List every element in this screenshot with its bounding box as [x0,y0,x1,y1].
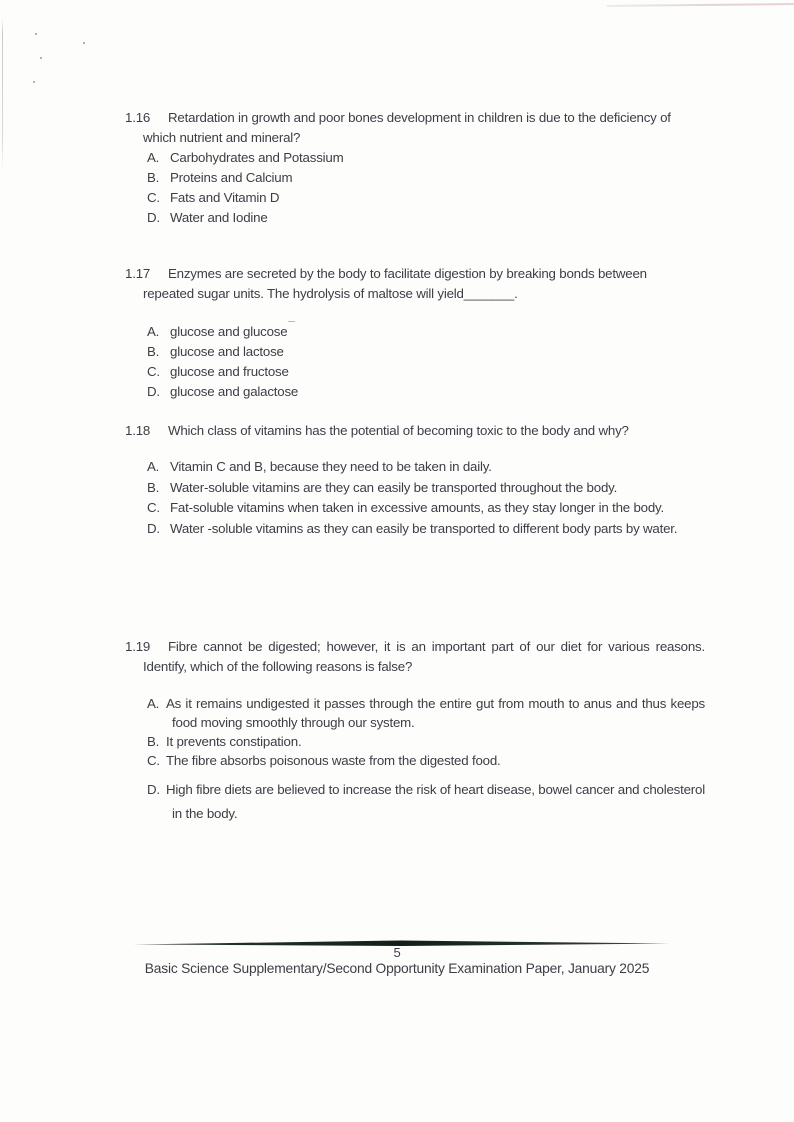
option-text: The fibre absorbs poisonous waste from the digested food. [166,753,501,768]
option-letter: D. [147,782,160,797]
scan-speck [35,33,37,35]
option-b [125,732,705,751]
option-text: Water and Iodine [170,210,268,225]
question-number: 1.18 [125,423,151,438]
option-c [125,188,685,208]
option-letter: D. [147,384,160,399]
question-text [125,264,685,304]
scan-speck [33,81,35,83]
option-text: Fat-soluble vitamins when taken in excessive amounts, as they stay longer in the body. [170,500,665,515]
option-d [125,778,705,826]
option-d [125,382,685,402]
options-list [125,148,685,228]
option-text: As it remains undigested it passes through the entire gut from mouth to anus and thus keeps food moving smoothly through our system. [166,696,705,730]
question-1-19 [125,637,705,826]
question-1-16 [125,108,685,228]
option-letter: A. [147,696,160,711]
option-text: glucose and glucose [170,324,288,339]
options-list [125,694,705,826]
option-c [125,362,685,382]
page-number: 5 [393,945,401,960]
option-b [125,342,685,362]
option-text: glucose and fructose [170,364,289,379]
option-a [125,694,705,732]
option-a [125,457,687,478]
option-text: Proteins and Calcium [170,170,293,185]
option-letter: A. [147,150,160,165]
option-text: glucose and galactose [170,384,299,399]
option-text: glucose and lactose [170,344,284,359]
option-a [125,148,685,168]
question-body: Retardation in growth and poor bones development in children is due to the deficiency of which nutrient and mineral? [143,110,671,145]
question-text [125,108,685,148]
option-letter: C. [147,753,160,768]
option-text: Carbohydrates and Potassium [170,150,344,165]
question-body: Enzymes are secreted by the body to facilitate digestion by breaking bonds between repeated sugar units. The hydrolysis of maltose will yield_______. [143,266,647,301]
option-letter: C. [147,190,160,205]
options-list [125,457,687,539]
scan-artifact-top-line [607,3,794,7]
option-letter: D. [147,520,160,536]
option-c [125,498,687,519]
option-b [125,168,685,188]
option-letter: B. [147,479,160,495]
scan-speck [83,42,85,44]
option-letter: D. [147,210,160,225]
question-number: 1.19 [125,639,151,654]
question-1-18 [125,421,687,539]
option-text: Fats and Vitamin D [170,190,280,205]
option-text: Vitamin C and B, because they need to be taken in daily. [170,459,492,474]
question-body: Fibre cannot be digested; however, it is an important part of our diet for various reasons. Identify, which of the following reasons is false? [143,639,705,674]
question-text [125,421,687,441]
question-text [125,637,705,677]
question-1-17 [125,264,685,402]
question-number: 1.17 [125,266,151,281]
footer-text: Basic Science Supplementary/Second Opportunity Examination Paper, January 2025 [144,961,650,976]
option-text: Water -soluble vitamins as they can easily be transported to different body parts by water. [170,520,678,536]
option-letter: A. [147,459,160,474]
option-text: It prevents constipation. [166,734,302,749]
option-a [125,322,685,342]
scan-speck [40,57,42,59]
option-letter: B. [147,734,160,749]
option-letter: B. [147,170,160,185]
option-d [125,519,687,540]
scan-artifact-vertical-line [2,18,3,171]
option-b [125,478,687,499]
question-number: 1.16 [125,110,151,125]
option-letter: B. [147,344,160,359]
option-letter: C. [147,500,160,515]
footer-rule [133,936,670,945]
option-letter: C. [147,364,160,379]
option-letter: A. [147,324,160,339]
question-body: Which class of vitamins has the potential of becoming toxic to the body and why? [168,423,629,438]
options-list [125,322,685,402]
option-d [125,208,685,228]
option-text: High fibre diets are believed to increase the risk of heart disease, bowel cancer and cholesterol in the body. [166,782,705,821]
option-c [125,751,705,770]
option-text: Water-soluble vitamins are they can easily be transported throughout the body. [170,479,618,495]
